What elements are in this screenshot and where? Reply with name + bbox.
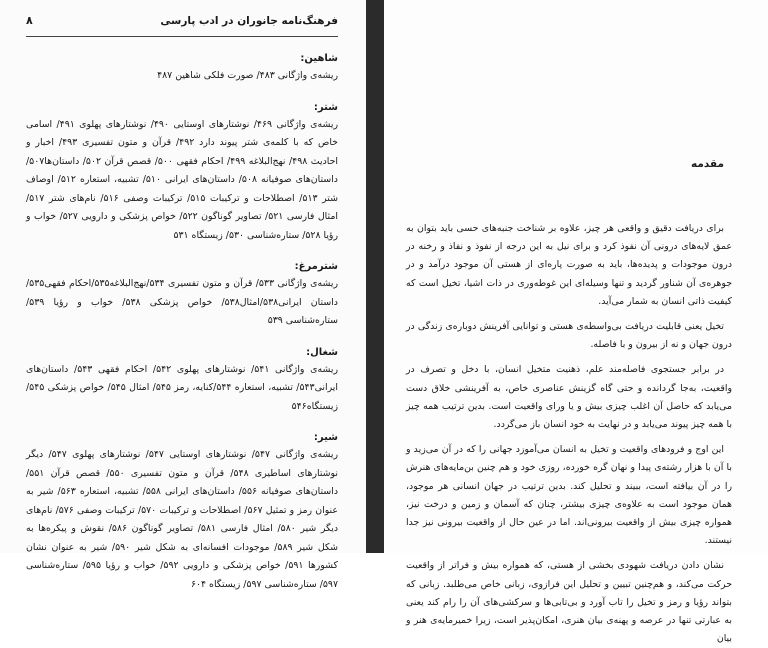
- entry-heading: شاهین:: [300, 53, 338, 64]
- paragraph: در برابر جستجوی فاصله‌مند علم، ذهنیت متخیل انسان، با دخل و تصرف در واقعیت، به‌جا گردانده و حتی گاه گزینش عناصری خاص، به آفرینشی خلاق دست می‌یابد که حاصل آن اغلب چیزی بیش و یا ورای واقعیت است. بدین ترتیب همه چیز با همه چیز پیوند می‌یابد و در نهایت به خود انسان باز می‌گردد.: [406, 364, 732, 431]
- entry-heading: شترمرغ:: [294, 261, 338, 272]
- right-page: [384, 0, 768, 645]
- entry-heading: شتر:: [313, 101, 338, 113]
- entry-body: ریشه‌ی واژگانی ۵۳۳/ قرآن و متون تفسیری ۵۳۴/نهج‌البلاغه۵۳۵/احکام فقهی۵۳۵/ داستان ایرانی۵۳۸/امثال۵۳۸/ خواص پزشکی ۵۳۸/ خواب و رؤیا ۵۳۹/ستاره‌شناسی ۵۳۹: [26, 278, 338, 326]
- index-entry-shotormorgh: [26, 261, 338, 331]
- entry-body: ریشه‌ی واژگانی ۵۴۷/ نوشتارهای اوستایی ۵۴۷/ نوشتارهای پهلوی ۵۴۷/ دیگر نوشتارهای اساطیری ۵۴۸/ قرآن و متون تفسیری ۵۵۰/ قصص قرآن ۵۵۱/ داستان‌های صوفیانه ۵۵۶/ داستان‌های ایرانی ۵۵۸/ تشبیه، استعاره ۵۶۳/ شیر به عنوان رمز و تمثیل ۵۶۷/ اصطلاحات و ترکیبات ۵۷۰/ ترکیبات وصفی ۵۷۶/ نام‌های دیگر شیر ۵۸۰/ امثال فارسی ۵۸۱/ تصاویر گوناگون ۵۸۶/ نقوش و پیکره‌ها به شکل شیر ۵۸۹/ موجودات افسانه‌ای به شکل شیر ۵۹۰/ شیر به عنوان نشان کشورها ۵۹۱/ خواص پزشکی و دارویی ۵۹۲/ خواب و رؤیا ۵۹۵/ ستاره‌شناسی ۵۹۷/ ستاره‌شناسی ۵۹۷/ زیستگاه ۶۰۴: [26, 449, 339, 590]
- entry-body: ریشه‌ی واژگانی ۴۶۹/ نوشتارهای اوستایی ۴۹۰/ نوشتارهای پهلوی ۴۹۱/ اسامی خاص که با کلمه‌ی شتر پیوند دارد ۴۹۲/ قرآن و متون تفسیری ۴۹۳/ اخبار و احادیث ۴۹۸/ نهج‌البلاغه ۴۹۹/ احکام فقهی ۵۰۰/ قصص قرآن ۵۰۲/ داستان‌ها۵۰۷/ داستان‌های صوفیانه ۵۰۸/ داستان‌های ایرانی ۵۱۰/ تشبیه، استعاره ۵۱۲/ اوصاف شتر ۵۱۳/ اصطلاحات و ترکیبات ۵۱۵/ ترکیبات وصفی ۵۱۶/ نام‌های شتر ۵۱۷/ امثال فارسی ۵۲۱/ تصاویر گوناگون ۵۲۲/ خواص پزشکی و دارویی ۵۲۷/ خواب و رؤیا ۵۲۸/ ستاره‌شناسی ۵۳۰/ زیستگاه ۵۳۱: [26, 118, 338, 241]
- paragraph: این اوج و فرودهای واقعیت و تخیل به انسان می‌آموزد جهانی را که در آن می‌زید و با آن با هزار رشته‌ی پیدا و نهان گره خورده، روزی خود و هم چنین بن‌مایه‌های هنرش را در آن بیافته است، ببیند و تحلیل کند. بدین ترتیب در جهان انسانی هر موجود، همان موجود است به علاوه‌ی چیزی بیشتر، چنان که آسمان و زمین و درخت نیز، همواره چیزی بیش از واقعیت بیرونی‌اند. اما در عین حال از واقعیت بیرونی نیز جدا نیستند.: [406, 444, 732, 547]
- page-number: ۸: [26, 14, 33, 27]
- index-entry-shahin: [26, 53, 338, 86]
- index-entry-shoghal: [26, 347, 338, 417]
- left-page: [0, 0, 366, 590]
- paragraph: تخیل یعنی قابلیت دریافت بی‌واسطه‌ی هستی و توانایی آفرینش دوباره‌ی زندگی در درون جهان و نه از بیرون و با فاصله.: [406, 321, 732, 351]
- entry-heading: شغال:: [306, 346, 338, 358]
- running-head: [26, 12, 338, 37]
- paragraph: نشان دادن دریافت شهودی بخشی از هستی، که همواره بیش و فراتر از واقعیت حرکت می‌کند، و هم‌چنین تبیین و تحلیل این فرازوی، زبانی خاص می‌طلبد. زبانی که بتواند رؤیا و رمز و تخیل را تاب آورد و بی‌تابی‌ها و سرکشی‌های آن را رام کند یعنی به عبارتی تنها در عرصه و پهنه‌ی بیان هنری، امکان‌پذیر است، زیرا خمیرمایه‌ی هنر و بیان: [406, 560, 732, 645]
- index-entry-shotor: [26, 102, 338, 246]
- paragraph: برای دریافت دقیق و واقعی هر چیز، علاوه بر شناخت جنبه‌های حسی باید بتوان به عمق لایه‌های درونی آن نفوذ کرد و برای نیل به این درجه از نفوذ و نفاذ و رخنه در درون موجودات و پدیده‌ها، باید به صورت پاره‌ای از هستی آن موجود درآمد و در جوهره‌ی آن شناور گردید و تنها وسیله‌ای این غوطه‌وری در ذات اشیا، تخیل است که کیفیت ذاتی انسان به شمار می‌آید.: [406, 223, 732, 307]
- running-title: فرهنگ‌نامه جانوران در ادب پارسی: [160, 15, 338, 27]
- index-entry-shir: [26, 432, 338, 594]
- entry-body: ریشه‌ی واژگانی ۴۸۳/ صورت فلکی شاهین ۴۸۷: [157, 70, 338, 81]
- entry-body: ریشه‌ی واژگانی ۵۴۱/ نوشتارهای پهلوی ۵۴۲/ احکام فقهی ۵۴۳/ داستان‌های ایرانی۵۴۳/ تشبیه، استعاره ۵۴۴/کنایه، رمز ۵۴۵/ امثال ۵۴۵/ خواص پزشکی ۵۴۵/ زیستگاه۵۴۶: [26, 363, 338, 412]
- book-gutter: [366, 0, 384, 553]
- section-title: مقدمه: [691, 158, 724, 170]
- entry-heading: شیر:: [313, 432, 338, 443]
